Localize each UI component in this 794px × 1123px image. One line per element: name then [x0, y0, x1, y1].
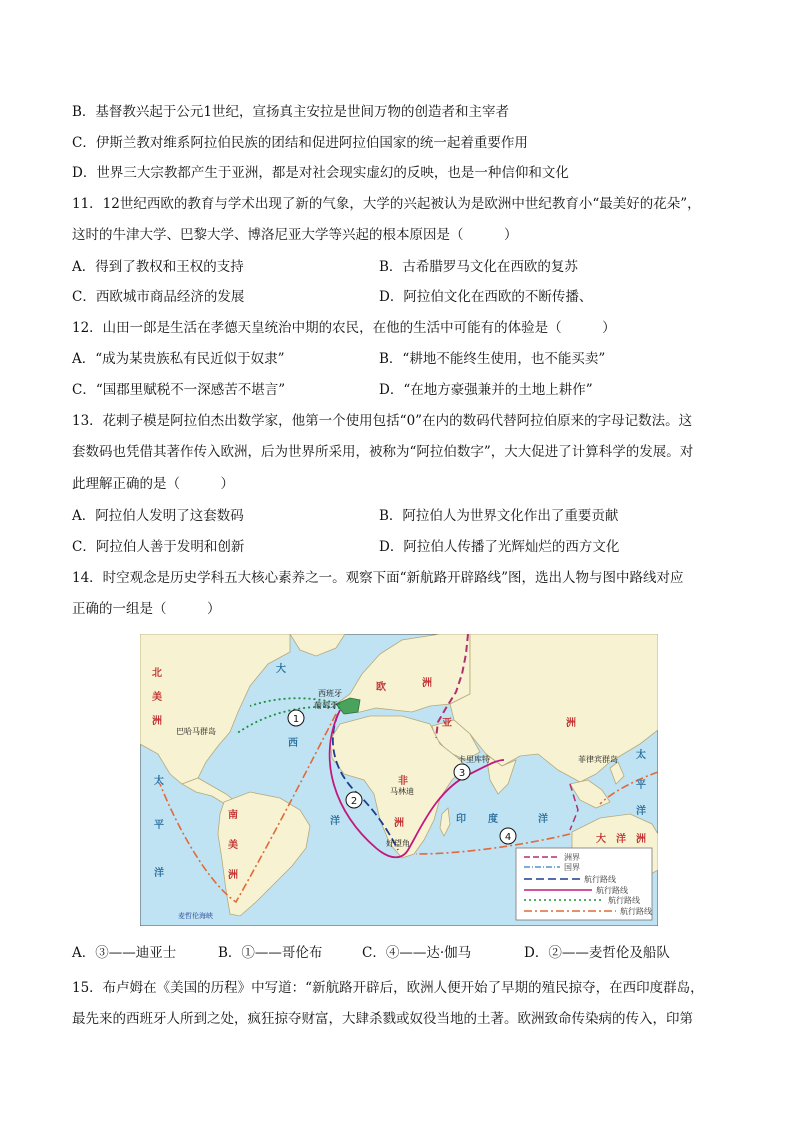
label-south-america: 洲 — [228, 870, 238, 881]
q11-option-d: D．阿拉伯文化在西欧的不断传播、 — [379, 289, 593, 305]
label-north-america: 美 — [152, 692, 162, 703]
q12-option-a: A．“成为某贵族私有民近似于奴隶” — [72, 351, 285, 367]
label-south-america: 美 — [228, 840, 238, 851]
label-atlantic: 西 — [288, 738, 298, 749]
option-b-religion: B．基督教兴起于公元1世纪，宣扬真主安拉是世间万物的创造者和主宰者 — [72, 104, 510, 120]
question-13-line3: 此理解正确的是（ ） — [72, 476, 234, 492]
q12-option-c: C．“国郡里赋税不一深感苦不堪言” — [72, 382, 286, 398]
question-15-line2: 最先来的西班牙人所到之处，疯狂掠夺财富，大肆杀戮或奴役当地的土著。欧洲致命传染病的传入，印第 — [72, 1011, 693, 1027]
q14-option-b: B．①——哥伦布 — [218, 945, 323, 961]
label-malindi: 马林迪 — [390, 787, 414, 796]
q13-option-b: B．阿拉伯人为世界文化作出了重要贡献 — [379, 508, 619, 524]
route-number-3: 3 — [458, 768, 466, 779]
q12-option-b: B．“耕地不能终生使用，也不能买卖” — [379, 351, 606, 367]
option-c-religion: C．伊斯兰教对维系阿拉伯民族的团结和促进阿拉伯国家的统一起着重要作用 — [72, 135, 528, 151]
q11-option-c: C．西欧城市商品经济的发展 — [72, 289, 245, 305]
q11-option-b: B．古希腊罗马文化在西欧的复苏 — [379, 259, 578, 275]
legend-route-label: 航行路线 — [608, 896, 640, 905]
label-asia: 洲 — [566, 718, 576, 729]
label-pacific-east: 太 — [636, 750, 646, 761]
legend-route-label: 航行路线 — [620, 907, 652, 916]
label-calicut: 卡里库特 — [458, 755, 490, 764]
question-14-line2: 正确的一组是（ ） — [72, 601, 221, 617]
q12-option-d: D．“在地方豪强兼并的土地上耕作” — [379, 382, 593, 398]
label-oceania: 洋 — [616, 834, 626, 845]
label-pacific-east: 洋 — [636, 806, 646, 817]
label-asia: 亚 — [442, 718, 452, 729]
question-13-line2: 套数码也凭借其著作传入欧洲，后为世界所采用，被称为“阿拉伯数字”，大大促进了计算科学的发展。对 — [72, 444, 694, 460]
q13-option-d: D．阿拉伯人传播了光辉灿烂的西方文化 — [379, 539, 620, 555]
label-oceania: 洲 — [636, 834, 646, 845]
question-15-line1: 15．布卢姆在《美国的历程》中写道：“新航路开辟后，欧洲人便开始了早期的殖民掠夺，在西印度群岛， — [72, 980, 704, 996]
q13-option-c: C．阿拉伯人善于发明和创新 — [72, 539, 245, 555]
legend-route-label: 航行路线 — [596, 886, 628, 895]
label-spain: 西班牙 — [318, 689, 342, 698]
legend-continent-label: 洲界 — [564, 853, 580, 862]
label-philippines: 菲律宾群岛 — [578, 755, 618, 764]
route-number-4: 4 — [504, 832, 512, 843]
q11-option-a: A．得到了教权和王权的支持 — [72, 259, 244, 275]
route-number-1: 1 — [292, 714, 300, 725]
label-north-america: 洲 — [152, 716, 162, 727]
q14-option-c: C．④——达·伽马 — [362, 945, 472, 961]
new-sea-routes-map — [140, 634, 658, 926]
label-africa: 洲 — [394, 818, 404, 829]
label-oceania: 大 — [596, 834, 606, 845]
label-indian-ocean: 印 — [456, 814, 466, 825]
question-13-line1: 13．花剌子模是阿拉伯杰出数学家，他第一个使用包括“0”在内的数码代替阿拉伯原来的字母记数法。这 — [72, 413, 693, 429]
label-pacific-west: 平 — [154, 820, 164, 831]
label-pacific-east: 平 — [636, 780, 646, 791]
q14-option-a: A．③——迪亚士 — [72, 945, 177, 961]
q13-option-a: A．阿拉伯人发明了这套数码 — [72, 508, 244, 524]
label-indian-ocean: 度 — [488, 814, 498, 825]
label-africa: 非 — [398, 776, 408, 787]
label-atlantic: 大 — [276, 664, 286, 675]
route-number-2: 2 — [350, 796, 358, 807]
label-bahamas: 巴哈马群岛 — [176, 727, 216, 736]
label-europe: 欧 — [376, 682, 386, 693]
question-14-line1: 14．时空观念是历史学科五大核心素养之一。观察下面“新航路开辟路线”图，选出人物与图中路线对应 — [72, 570, 684, 586]
label-atlantic: 洋 — [330, 816, 340, 827]
label-pacific-west: 太 — [154, 776, 164, 787]
label-pacific-west: 洋 — [154, 868, 164, 879]
label-indian-ocean: 洋 — [538, 814, 548, 825]
legend-route-label: 航行路线 — [584, 875, 616, 884]
label-south-america: 南 — [228, 810, 238, 821]
question-11-line1: 11．12世纪西欧的教育与学术出现了新的气象，大学的兴起被认为是欧洲中世纪教育小“最美好的花朵”， — [72, 196, 701, 212]
label-north-america: 北 — [152, 668, 162, 679]
label-cape-of-good-hope: 好望角 — [386, 839, 410, 848]
label-portugal: 葡萄牙 — [314, 701, 338, 710]
question-11-line2: 这时的牛津大学、巴黎大学、博洛尼亚大学等兴起的根本原因是（ ） — [72, 227, 518, 243]
label-strait-of-magellan: 麦哲伦海峡 — [178, 912, 213, 920]
q14-option-d: D．②——麦哲伦及船队 — [524, 945, 670, 961]
option-d-religion: D．世界三大宗教都产生于亚洲，都是对社会现实虚幻的反映，也是一种信仰和文化 — [72, 165, 569, 181]
legend-country-label: 国界 — [564, 863, 580, 872]
label-europe: 洲 — [422, 678, 432, 689]
question-12: 12．山田一郎是生活在孝德天皇统治中期的农民，在他的生活中可能有的体验是（ ） — [72, 320, 616, 336]
